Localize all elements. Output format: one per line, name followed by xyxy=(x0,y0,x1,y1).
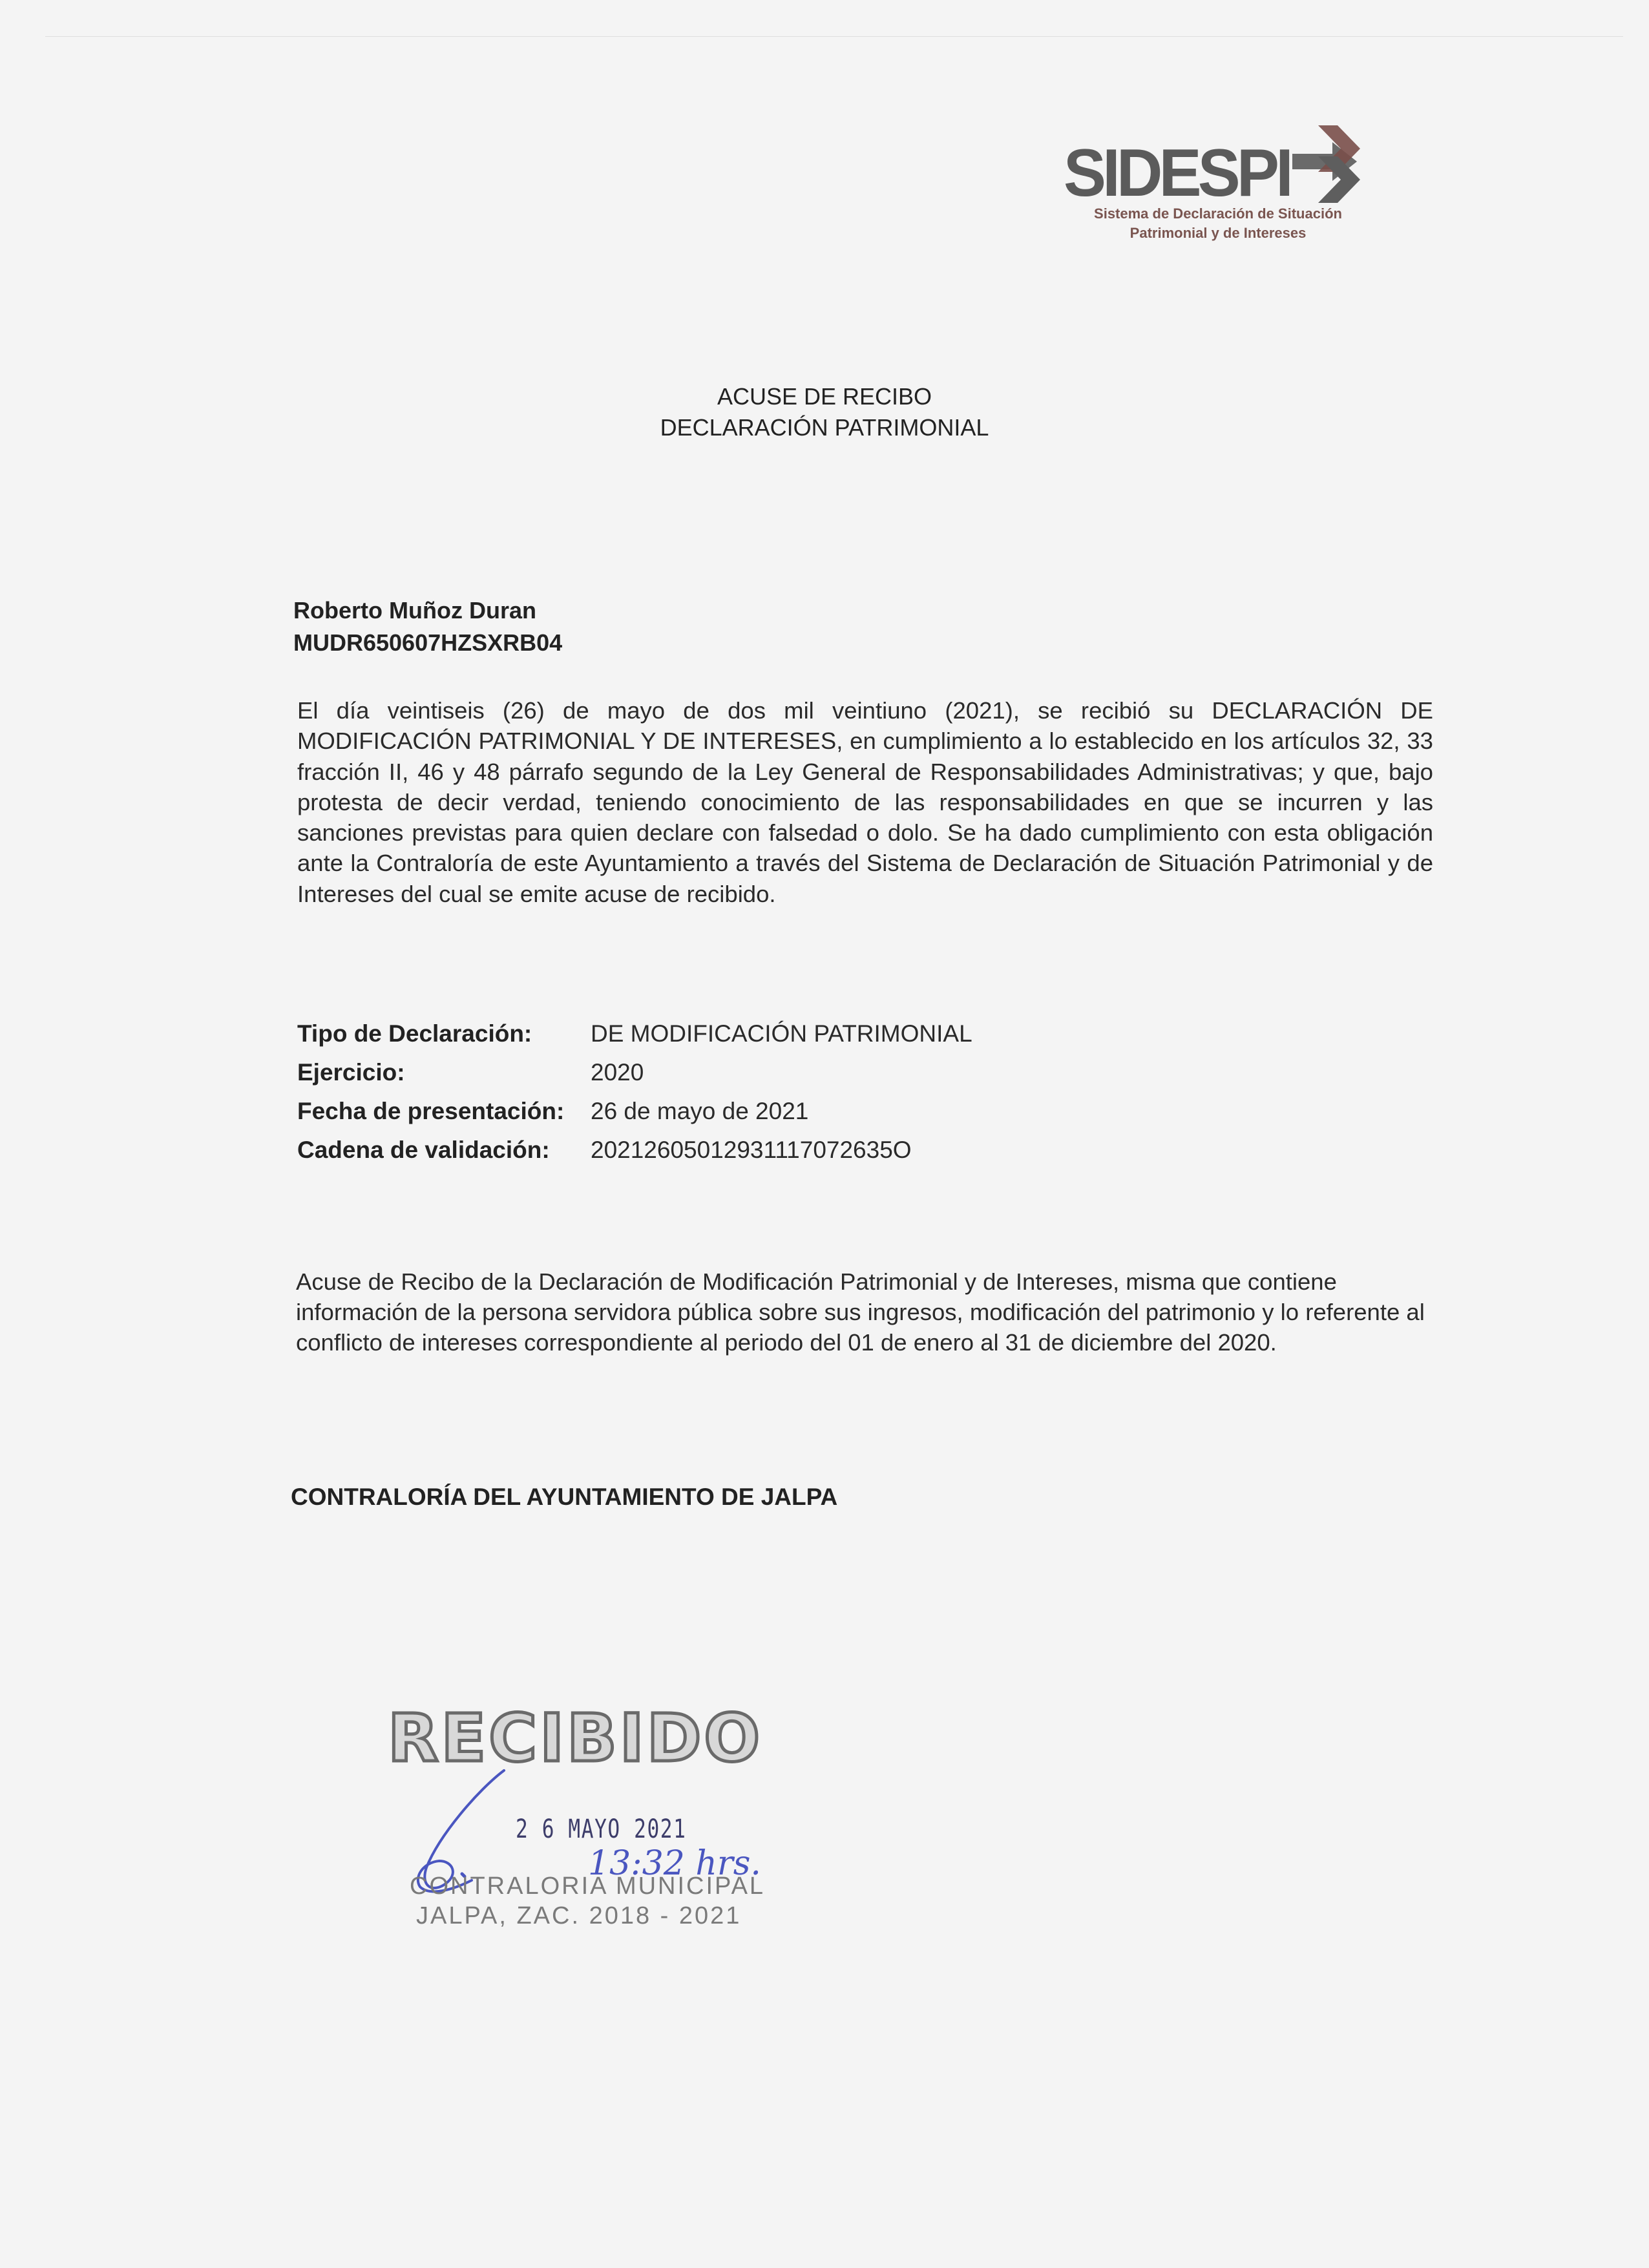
logo-subtitle-line1: Sistema de Declaración de Situación xyxy=(1094,205,1342,222)
top-rule xyxy=(45,36,1623,37)
issuing-organization: CONTRALORÍA DEL AYUNTAMIENTO DE JALPA xyxy=(291,1484,838,1510)
detail-row-ejercicio xyxy=(297,1053,972,1092)
cadena-value: 20212605012931117072635O xyxy=(591,1137,912,1163)
stamp-city: JALPA, ZAC. 2018 - 2021 xyxy=(416,1902,742,1929)
fecha-value: 26 de mayo de 2021 xyxy=(591,1098,809,1124)
tipo-value: DE MODIFICACIÓN PATRIMONIAL xyxy=(591,1020,972,1047)
stamp-heading: RECIBIDO xyxy=(388,1700,763,1777)
sidespi-logo xyxy=(1060,123,1383,252)
logo-wordmark: SIDESPI xyxy=(1064,136,1290,211)
declaration-details xyxy=(297,1014,972,1170)
detail-row-tipo xyxy=(297,1014,972,1053)
received-stamp xyxy=(388,1700,801,1951)
cadena-label: Cadena de validación: xyxy=(297,1137,550,1163)
ejercicio-value: 2020 xyxy=(591,1059,644,1086)
stamp-date: 2 6 MAYO 2021 xyxy=(516,1814,687,1844)
detail-row-fecha xyxy=(297,1092,972,1131)
double-arrow-icon xyxy=(1292,123,1370,204)
fecha-label: Fecha de presentación: xyxy=(297,1098,565,1124)
tipo-label: Tipo de Declaración: xyxy=(297,1020,532,1047)
stamp-office: CONTRALORIA MUNICIPAL xyxy=(410,1873,766,1900)
logo-subtitle-line2: Patrimonial y de Intereses xyxy=(1129,225,1307,241)
body-paragraph: El día veintiseis (26) de mayo de dos mil veintiuno (2021), se recibió su DECLARACIÓN DE MODIFICACIÓN PATRIMONIAL Y DE INTERESES, en cumplimiento a lo establecido en los artículos 32, 33 fracción II, 46 y 48 párrafo segundo de la Ley General de Responsabilidades Administrativas; y que, bajo protesta de decir verdad, teniendo conocimiento de las responsabilidades en que se incurren y las sanciones previstas para quien declare con falsedad o dolo. Se ha dado cumplimiento con esta obligación ante la Contraloría de este Ayuntamiento a través del Sistema de Declaración de Situación Patrimonial y de Intereses del cual se emite acuse de recibido. xyxy=(297,697,1433,907)
logo-subtitle xyxy=(1060,204,1376,243)
closing-paragraph: Acuse de Recibo de la Declaración de Modificación Patrimonial y de Intereses, misma que contiene información de la persona servidora pública sobre sus ingresos, modificación del patrimonio y lo referente al conflicto de intereses correspondiente al periodo del 01 de enero al 31 de diciembre del 2020. xyxy=(296,1268,1425,1356)
declarant-block xyxy=(293,594,562,659)
document-title xyxy=(0,381,1649,443)
detail-row-cadena xyxy=(297,1131,972,1170)
ejercicio-label: Ejercicio: xyxy=(297,1059,405,1086)
title-line1: ACUSE DE RECIBO xyxy=(717,383,932,410)
title-line2: DECLARACIÓN PATRIMONIAL xyxy=(660,414,989,441)
stamp-handwritten-time: 13:32 hrs. xyxy=(588,1844,761,1883)
declarant-name: Roberto Muñoz Duran xyxy=(293,597,536,624)
declarant-rfc: MUDR650607HZSXRB04 xyxy=(293,629,563,656)
